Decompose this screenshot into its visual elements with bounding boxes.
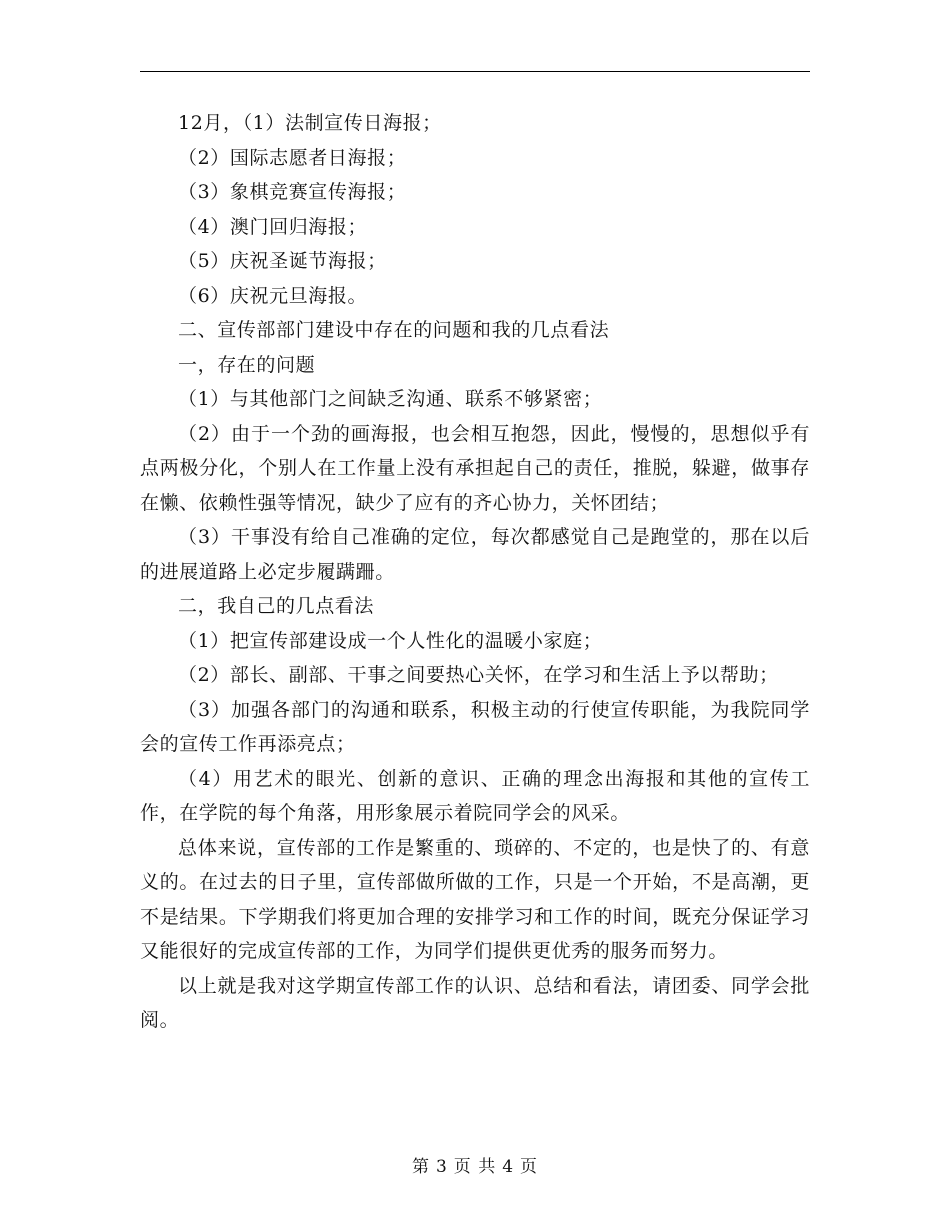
page-number-total: 4 (502, 1157, 515, 1177)
paragraph-december-item-4: （4）澳门回归海报； (178, 215, 368, 238)
page-footer (0, 1152, 950, 1177)
paragraph-december-item-6: （6）庆祝元旦海报。 (178, 284, 368, 307)
section-heading-problems-and-views: 二、宣传部部门建设中存在的问题和我的几点看法 (178, 319, 610, 341)
paragraph-problem-3: （3）干事没有给自己准确的定位，每次都感觉自己是跑堂的，那在以后的进展道路上必定步履蹒跚。 (140, 526, 810, 583)
paragraph-december-item-5: （5）庆祝圣诞节海报； (178, 250, 387, 272)
paragraph-view-2: （2）部长、副部、干事之间要热心关怀，在学习和生活上予以帮助； (178, 664, 779, 686)
page-number-middle: 页 共 (453, 1157, 497, 1177)
page-number-suffix: 页 (520, 1157, 539, 1177)
page-number-prefix: 第 (411, 1157, 430, 1177)
paragraph-december-item-2: （2）国际志愿者日海报； (178, 146, 407, 169)
paragraph-problem-2: （2）由于一个劲的画海报，也会相互抱怨，因此，慢慢的，思想似乎有点两极分化，个别人在工作量上没有承担起自己的责任，推脱，躲避，做事存在懒、依赖性强等情况，缺少了应有的齐心协力，关怀团结； (140, 422, 810, 514)
paragraph-view-1: （1）把宣传部建设成一个人性化的温暖小家庭； (178, 629, 603, 652)
paragraph-view-4: （4）用艺术的眼光、创新的意识、正确的理念出海报和其他的宣传工作，在学院的每个角落，用形象展示着院同学会的风采。 (140, 767, 810, 824)
subheading-existing-problems: 一，存在的问题 (178, 353, 316, 376)
page-number-current: 3 (435, 1157, 448, 1177)
paragraph-problem-1: （1）与其他部门之间缺乏沟通、联系不够紧密； (178, 388, 603, 410)
paragraph-summary: 总体来说，宣传部的工作是繁重的、琐碎的、不定的，也是快了的、有意义的。在过去的日子里，宣传部做所做的工作，只是一个开始，不是高潮，更不是结果。下学期我们将更加合理的安排学习和工作的时间，既充分保证学习又能很好的完成宣传部的工作，为同学们提供更优秀的服务而努力。 (140, 836, 810, 962)
subheading-my-views: 二，我自己的几点看法 (178, 595, 375, 617)
paragraph-view-3: （3）加强各部门的沟通和联系，积极主动的行使宣传职能，为我院同学会的宣传工作再添亮点； (140, 698, 810, 755)
document-body (140, 106, 810, 1038)
paragraph-december-item-3: （3）象棋竞赛宣传海报； (178, 181, 407, 203)
paragraph-december-item-1: 12月，（1）法制宣传日海报； (178, 112, 442, 134)
header-rule (140, 71, 810, 72)
paragraph-closing: 以上就是我对这学期宣传部工作的认识、总结和看法，请团委、同学会批阅。 (140, 974, 810, 1031)
